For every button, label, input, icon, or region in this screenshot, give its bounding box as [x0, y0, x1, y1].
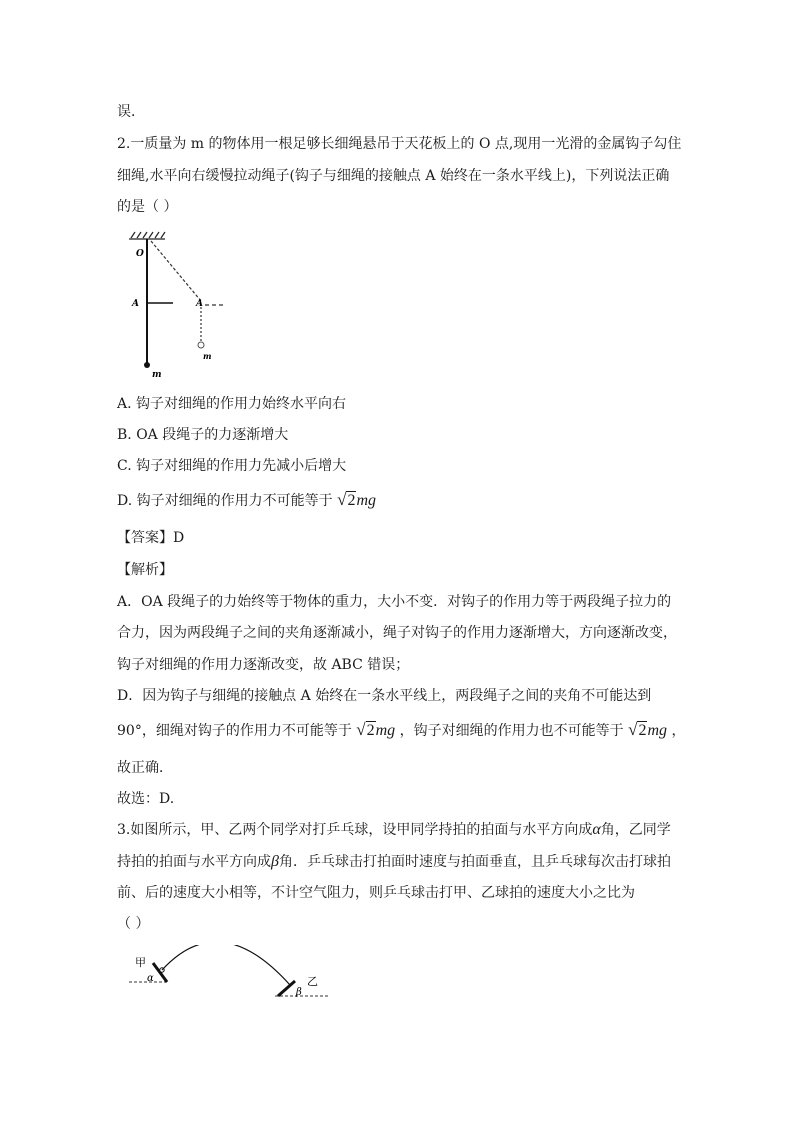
analysis-d-text-b: ，钩子对细绳的作用力也不可能等于 [399, 723, 624, 739]
figure-ping-pong [125, 945, 335, 1003]
q3-text-1: 3.如图所示，甲、乙两个同学对打乒乓球，设甲同学持拍的拍面与水平方向成 [117, 822, 593, 838]
option-b: B. OA 段绳子的力逐渐增大 [117, 427, 289, 443]
question-3-line-4: （ ） [117, 916, 150, 932]
question-3-line-1 [117, 820, 671, 840]
option-a: A. 钩子对细绳的作用力始终水平向右 [117, 396, 347, 412]
mass-left [144, 362, 150, 368]
analysis-a-line-3: 钩子对细绳的作用力逐渐改变，故 ABC 错误； [117, 657, 410, 673]
analysis-d-line-2 [117, 720, 685, 741]
paddle-yi [278, 981, 295, 996]
label-m-left: m [152, 370, 162, 380]
question-2-line-2: 细绳,水平向右缓慢拉动绳子(钩子与细绳的接触点 A 始终在一条水平线上)，下列说法正确 [117, 168, 670, 184]
paddle-jia [153, 963, 167, 982]
option-c: C. 钩子对细绳的作用力先减小后增大 [117, 458, 347, 474]
label-yi: 乙 [307, 975, 318, 988]
line-top: 误． [117, 104, 145, 120]
formula-sqrt2mg-2: √2mg [628, 720, 667, 739]
formula-sqrt2mg: √2mg [337, 490, 376, 509]
mass-right [198, 342, 204, 348]
analysis-d-text-c: ， [671, 723, 686, 739]
choice-line: 故选：D. [117, 791, 175, 807]
analysis-d-text-a: 90°，细绳对钩子的作用力不可能等于 [117, 723, 352, 739]
rope-dashed-oa [151, 241, 201, 301]
symbol-alpha: α [592, 821, 601, 838]
analysis-d-line-3: 故正确． [117, 760, 173, 776]
label-a-left: A [132, 299, 139, 309]
label-m-right: m [203, 351, 212, 361]
q3-text-2b: 角．乒乓球击打拍面时速度与拍面垂直，且乒乓球每次击打球拍 [278, 854, 671, 870]
option-d [117, 490, 376, 511]
question-3-line-3: 前、后的速度大小相等，不计空气阻力，则乒乓球击打甲、乙球拍的速度大小之比为 [117, 885, 635, 901]
analysis-a-line-1: A．OA 段绳子的力始终等于物体的重力，大小不变．对钩子的作用力等于两段绳子拉力的 [117, 594, 672, 610]
analysis-label: 【解析】 [117, 562, 173, 578]
label-jia: 甲 [135, 956, 146, 969]
question-3-line-2 [117, 852, 671, 872]
answer-label: 【答案】D [117, 530, 185, 546]
analysis-a-line-2: 合力，因为两段绳子之间的夹角逐渐减小，绳子对钩子的作用力逐渐增大，方向逐渐改变， [117, 625, 677, 641]
analysis-d-line-1: D．因为钩子与细绳的接触点 A 始终在一条水平线上，两段绳子之间的夹角不可能达到 [117, 688, 652, 704]
symbol-beta: β [271, 853, 279, 870]
label-beta: β [296, 987, 302, 998]
question-2-line-1: 2.一质量为 m 的物体用一根足够长细绳悬吊于天花板上的 O 点,现用一光滑的金属钩子勾住 [117, 136, 682, 152]
label-alpha: α [147, 973, 154, 984]
formula-sqrt2mg-1: √2mg [356, 720, 396, 739]
figure-rope-hook [125, 228, 235, 380]
label-a-right: A [196, 299, 203, 309]
ceiling [129, 232, 165, 239]
q3-text-2a: 持拍的拍面与水平方向成 [117, 854, 271, 870]
option-d-text: D. 钩子对细绳的作用力不可能等于 [117, 493, 333, 509]
question-2-line-3: 的是（ ） [117, 199, 178, 215]
q3-text-1b: 角，乙同学 [600, 822, 671, 838]
label-o: O [136, 249, 144, 259]
ball-trajectory [162, 945, 290, 985]
